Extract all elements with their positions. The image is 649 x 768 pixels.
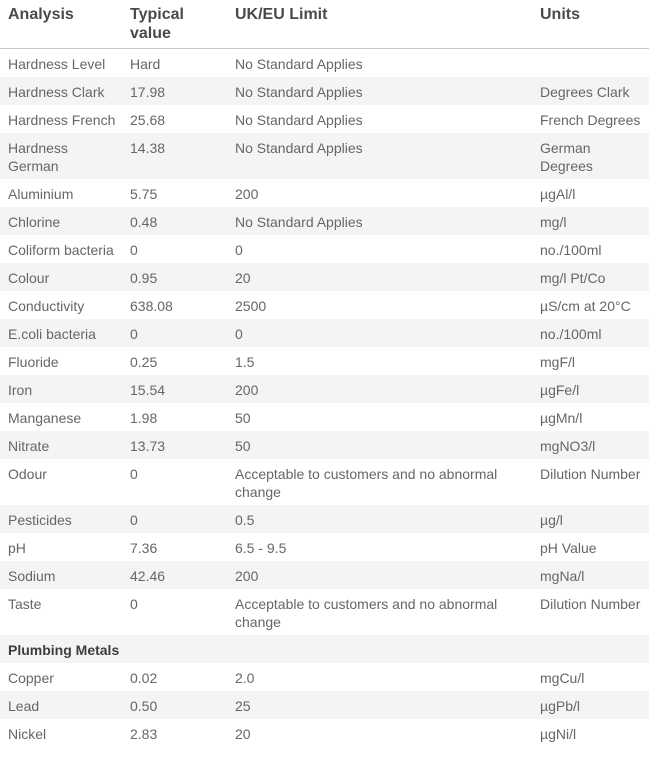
cell-analysis: Nitrate (0, 431, 122, 459)
cell-analysis: Lead (0, 691, 122, 719)
table-row (0, 105, 649, 133)
cell-limit: No Standard Applies (235, 112, 363, 128)
cell-typical-value: 1.98 (130, 410, 158, 426)
cell-limit: Acceptable to customers and no abnormal change (235, 466, 498, 500)
table-row (0, 403, 649, 431)
cell-analysis: Iron (0, 375, 122, 403)
cell-limit: 20 (235, 726, 251, 742)
table-row (0, 291, 649, 319)
cell-typical-value: 2.83 (130, 726, 158, 742)
cell-typical-value: 0.25 (130, 354, 158, 370)
table-row (0, 319, 649, 347)
cell-limit: No Standard Applies (227, 133, 532, 179)
cell-typical-value: 25.68 (130, 112, 166, 128)
cell-analysis: Hardness Level (8, 56, 106, 72)
cell-analysis: pH (8, 540, 26, 556)
cell-analysis: Colour (0, 263, 122, 291)
cell-units: µgAl/l (540, 186, 576, 202)
cell-typical-value: 5.75 (130, 186, 158, 202)
cell-limit: 20 (227, 263, 532, 291)
cell-limit: No Standard Applies (227, 207, 532, 235)
cell-units (532, 49, 649, 78)
cell-typical-value: 0 (122, 319, 227, 347)
cell-units: Degrees Clark (532, 77, 649, 105)
table-row (0, 77, 649, 105)
cell-analysis: Odour (8, 466, 47, 482)
cell-analysis: Fluoride (8, 354, 59, 370)
cell-units: mgNO3/l (532, 431, 649, 459)
cell-analysis: Hardness German (0, 133, 122, 179)
cell-typical-value: 0.48 (122, 207, 227, 235)
table-row (0, 431, 649, 459)
cell-limit: No Standard Applies (235, 56, 363, 72)
cell-typical-value: 42.46 (122, 561, 227, 589)
cell-analysis: E.coli bacteria (0, 319, 122, 347)
cell-typical-value: 0.95 (122, 263, 227, 291)
cell-typical-value: 13.73 (122, 431, 227, 459)
cell-analysis: Pesticides (0, 505, 122, 533)
cell-analysis: Manganese (8, 410, 82, 426)
cell-analysis: Conductivity (8, 298, 85, 314)
table-row (0, 719, 649, 747)
table-row (0, 375, 649, 403)
cell-limit: No Standard Applies (227, 77, 532, 105)
cell-limit: 0.5 (227, 505, 532, 533)
header-analysis: Analysis (0, 0, 122, 49)
header-uk-eu-limit: UK/EU Limit (227, 0, 532, 49)
cell-units: mgCu/l (540, 670, 585, 686)
cell-limit: 200 (235, 186, 259, 202)
table-row (0, 561, 649, 589)
cell-typical-value: 0 (122, 505, 227, 533)
cell-units: German Degrees (532, 133, 649, 179)
cell-units: Dilution Number (540, 596, 641, 612)
cell-units: French Degrees (540, 112, 641, 128)
cell-units: µgMn/l (540, 410, 583, 426)
cell-analysis: Copper (8, 670, 54, 686)
table-row (0, 347, 649, 375)
cell-typical-value: 0 (130, 596, 138, 612)
header-typical-value: Typical value (122, 0, 227, 49)
cell-typical-value: 15.54 (122, 375, 227, 403)
cell-units: µgNi/l (540, 726, 577, 742)
table-row (0, 207, 649, 235)
cell-typical-value: Hard (130, 56, 161, 72)
section-row (0, 635, 649, 663)
cell-limit: 50 (227, 431, 532, 459)
table-row (0, 533, 649, 561)
cell-analysis: Hardness Clark (0, 77, 122, 105)
cell-analysis: Hardness French (8, 112, 116, 128)
cell-units: µgFe/l (532, 375, 649, 403)
cell-typical-value: 0 (130, 242, 138, 258)
table-row (0, 133, 649, 179)
cell-limit: 0 (235, 242, 243, 258)
header-row (0, 0, 649, 49)
cell-limit: 200 (227, 375, 532, 403)
table-row (0, 589, 649, 635)
table-row (0, 663, 649, 691)
cell-analysis: Nickel (8, 726, 47, 742)
cell-units: no./100ml (540, 242, 602, 258)
cell-analysis: Taste (8, 596, 42, 612)
cell-limit: 0 (227, 319, 532, 347)
header-units: Units (532, 0, 649, 49)
cell-typical-value: 638.08 (130, 298, 173, 314)
table-row (0, 49, 649, 78)
section-title: Plumbing Metals (0, 635, 649, 663)
table-row (0, 235, 649, 263)
cell-units: µgPb/l (532, 691, 649, 719)
cell-units: no./100ml (532, 319, 649, 347)
cell-typical-value: 0.02 (130, 670, 158, 686)
cell-units: mg/l (532, 207, 649, 235)
table-row (0, 179, 649, 207)
cell-units: pH Value (540, 540, 597, 556)
cell-units: µg/l (532, 505, 649, 533)
table-row (0, 505, 649, 533)
table-header (0, 0, 649, 49)
cell-analysis: Aluminium (8, 186, 74, 202)
cell-typical-value: 14.38 (122, 133, 227, 179)
cell-limit: 1.5 (235, 354, 255, 370)
table-body (0, 49, 649, 748)
table-row (0, 691, 649, 719)
cell-limit: 50 (235, 410, 251, 426)
cell-typical-value: 0.50 (122, 691, 227, 719)
cell-limit: 6.5 - 9.5 (235, 540, 287, 556)
cell-typical-value: 0 (130, 466, 138, 482)
cell-units: Dilution Number (540, 466, 641, 482)
cell-typical-value: 17.98 (122, 77, 227, 105)
cell-analysis: Coliform bacteria (8, 242, 114, 258)
table-row (0, 459, 649, 505)
cell-analysis: Sodium (0, 561, 122, 589)
table-row (0, 263, 649, 291)
cell-limit: 2.0 (235, 670, 255, 686)
cell-limit: Acceptable to customers and no abnormal change (235, 596, 498, 630)
cell-units: µS/cm at 20°C (540, 298, 631, 314)
cell-units: mgF/l (540, 354, 575, 370)
cell-analysis: Chlorine (0, 207, 122, 235)
cell-units: mgNa/l (532, 561, 649, 589)
cell-limit: 2500 (235, 298, 267, 314)
cell-units: mg/l Pt/Co (532, 263, 649, 291)
cell-limit: 25 (227, 691, 532, 719)
cell-typical-value: 7.36 (130, 540, 158, 556)
cell-limit: 200 (227, 561, 532, 589)
